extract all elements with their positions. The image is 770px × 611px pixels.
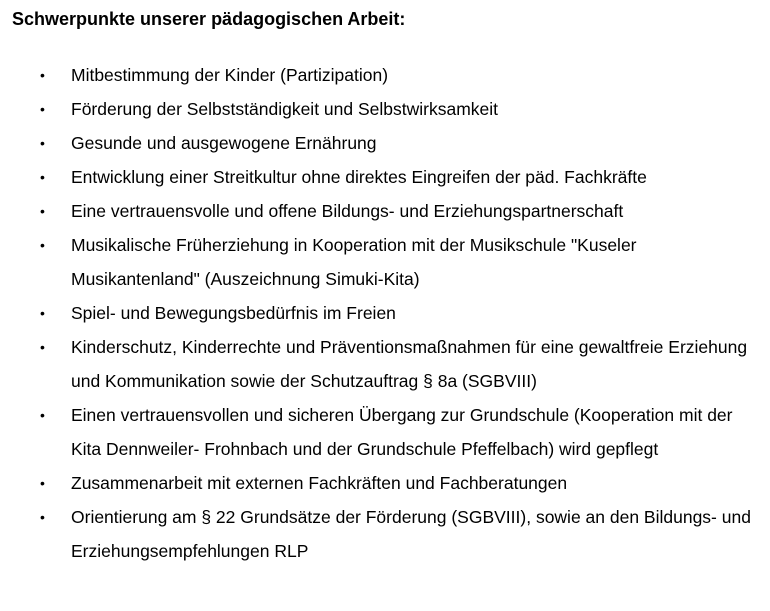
bullet-icon: • — [40, 475, 45, 491]
list-item — [0, 466, 770, 500]
bullet-icon: • — [40, 169, 45, 185]
bullet-icon: • — [40, 305, 45, 321]
bullet-icon: • — [40, 237, 45, 253]
list-item — [0, 126, 770, 160]
list-item-text: Spiel- und Bewegungsbedürfnis im Freien — [71, 303, 396, 323]
list-item-text: Zusammenarbeit mit externen Fachkräften und Fachberatungen — [71, 473, 568, 493]
list-item — [0, 296, 770, 330]
bullet-icon: • — [40, 203, 45, 219]
page-heading: Schwerpunkte unserer pädagogischen Arbeit: — [12, 9, 406, 29]
list-item-text: Entwicklung einer Streitkultur ohne direktes Eingreifen der päd. Fachkräfte — [71, 167, 647, 187]
list-item-text: Mitbestimmung der Kinder (Partizipation) — [71, 65, 389, 85]
list-item — [0, 398, 770, 466]
list-item — [0, 500, 770, 568]
focus-list — [0, 58, 770, 568]
bullet-icon: • — [40, 101, 45, 117]
list-item — [0, 92, 770, 126]
list-item — [0, 58, 770, 92]
list-item-text: Musikalische Früherziehung in Kooperation mit der Musikschule "Kuseler Musikantenland" (Auszeichnung Simuki-Kita) — [71, 235, 637, 289]
bullet-icon: • — [40, 135, 45, 151]
list-item — [0, 194, 770, 228]
list-item-text: Eine vertrauensvolle und offene Bildungs- und Erziehungspartnerschaft — [71, 201, 624, 221]
list-item-text: Einen vertrauensvollen und sicheren Übergang zur Grundschule (Kooperation mit der Kita Dennweiler- Frohnbach und der Grundschule Pfeffelbach) wird gepflegt — [71, 405, 733, 459]
bullet-icon: • — [40, 339, 45, 355]
list-item-text: Gesunde und ausgewogene Ernährung — [71, 133, 377, 153]
bullet-icon: • — [40, 67, 45, 83]
bullet-icon: • — [40, 509, 45, 525]
list-item-text: Orientierung am § 22 Grundsätze der Förderung (SGBVIII), sowie an den Bildungs- und Erziehungsempfehlungen RLP — [71, 507, 751, 561]
list-item-text: Kinderschutz, Kinderrechte und Präventionsmaßnahmen für eine gewaltfreie Erziehung und Kommunikation sowie der Schutzauftrag § 8a (SGBVIII) — [71, 337, 748, 391]
list-item — [0, 330, 770, 398]
list-item-text: Förderung der Selbstständigkeit und Selbstwirksamkeit — [71, 99, 499, 119]
list-item — [0, 228, 770, 296]
list-item — [0, 160, 770, 194]
bullet-icon: • — [40, 407, 45, 423]
